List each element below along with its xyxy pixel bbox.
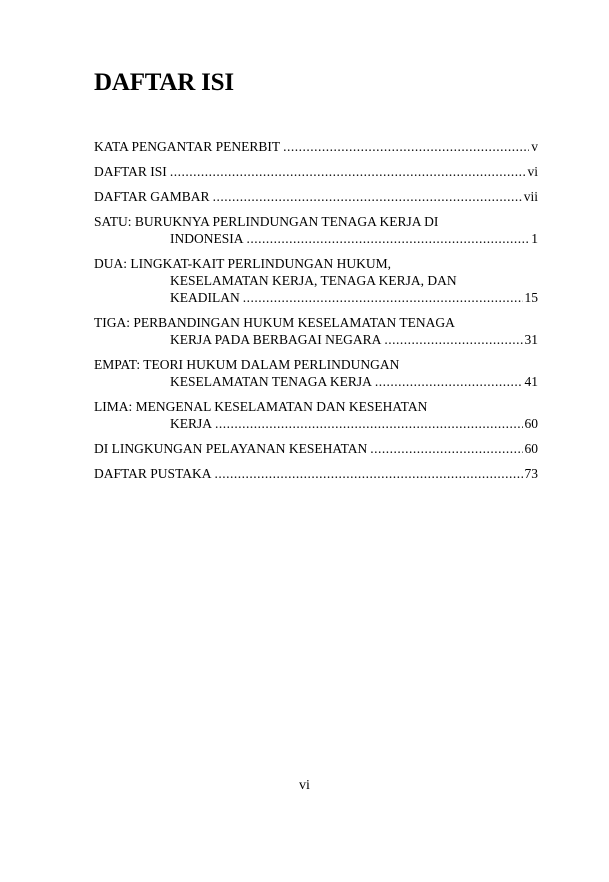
toc-entry-title: DAFTAR ISI <box>94 164 167 179</box>
toc-entry-title-cont: KERJA PADA BERBAGAI NEGARA <box>170 332 382 347</box>
toc-entry-daftar-pustaka[interactable] <box>94 465 538 482</box>
toc-line <box>94 440 538 457</box>
toc-entry-title: KATA PENGANTAR PENERBIT <box>94 139 281 154</box>
toc-line <box>94 356 538 373</box>
toc-line <box>94 415 538 432</box>
toc-line <box>94 213 538 230</box>
leader-dots <box>370 440 522 457</box>
toc-page-number: 41 <box>524 374 538 389</box>
leader-dots <box>375 373 523 390</box>
toc-entry-tiga[interactable] <box>94 314 538 348</box>
toc-entry-title-cont: INDONESIA <box>170 231 244 246</box>
toc-entry-title-cont: KESELAMATAN KERJA, TENAGA KERJA, DAN <box>170 273 457 288</box>
toc-page-number: 60 <box>524 416 538 431</box>
toc-line <box>94 138 538 155</box>
toc-entry-satu[interactable] <box>94 213 538 247</box>
leader-dots <box>215 415 522 432</box>
toc-line <box>94 188 538 205</box>
toc-entry-title: SATU: BURUKNYA PERLINDUNGAN TENAGA KERJA DI <box>94 214 439 229</box>
toc-line <box>94 331 538 348</box>
toc-line <box>94 314 538 331</box>
toc-page-number: vi <box>527 164 538 179</box>
toc-line <box>94 230 538 247</box>
toc-entry-daftar-gambar[interactable] <box>94 188 538 205</box>
toc-entry-empat[interactable] <box>94 356 538 390</box>
toc-line <box>94 373 538 390</box>
toc-line <box>94 465 538 482</box>
leader-dots <box>247 230 530 247</box>
leader-dots <box>243 289 523 306</box>
page-title: DAFTAR ISI <box>94 69 234 96</box>
toc-entry-title: DI LINGKUNGAN PELAYANAN KESEHATAN <box>94 441 368 456</box>
toc-entry-title: DAFTAR GAMBAR <box>94 189 210 204</box>
toc-line <box>94 255 538 272</box>
leader-dots <box>170 163 526 180</box>
leader-dots <box>384 331 522 348</box>
leader-dots <box>283 138 529 155</box>
toc-entry-title-cont: KEADILAN <box>170 290 240 305</box>
leader-dots <box>214 465 522 482</box>
toc-entry-lima[interactable] <box>94 398 538 432</box>
toc-entry-title-cont: KERJA <box>170 416 213 431</box>
toc-entry-title: EMPAT: TEORI HUKUM DALAM PERLINDUNGAN <box>94 357 400 372</box>
toc-entry-di-lingkungan[interactable] <box>94 440 538 457</box>
toc-entry-dua[interactable] <box>94 255 538 306</box>
leader-dots <box>213 188 522 205</box>
toc-line <box>94 272 538 289</box>
toc-page-number: vii <box>523 189 538 204</box>
page-number-footer: vi <box>299 778 310 793</box>
toc-entry-title: TIGA: PERBANDINGAN HUKUM KESELAMATAN TENAGA <box>94 315 455 330</box>
toc-page-number: 1 <box>531 231 538 246</box>
toc-entry-title-cont: KESELAMATAN TENAGA KERJA <box>170 374 372 389</box>
toc-entry-title: DUA: LINGKAT-KAIT PERLINDUNGAN HUKUM, <box>94 256 391 271</box>
toc-line <box>94 163 538 180</box>
table-of-contents <box>94 138 538 490</box>
toc-page-number: 73 <box>524 466 538 481</box>
toc-page-number: v <box>531 139 538 154</box>
toc-entry-title: DAFTAR PUSTAKA <box>94 466 212 481</box>
toc-page-number: 31 <box>524 332 538 347</box>
toc-entry-title: LIMA: MENGENAL KESELAMATAN DAN KESEHATAN <box>94 399 428 414</box>
toc-page-number: 60 <box>524 441 538 456</box>
toc-line <box>94 289 538 306</box>
toc-entry-daftar-isi[interactable] <box>94 163 538 180</box>
toc-entry-kata-pengantar[interactable] <box>94 138 538 155</box>
toc-line <box>94 398 538 415</box>
toc-page-number: 15 <box>524 290 538 305</box>
